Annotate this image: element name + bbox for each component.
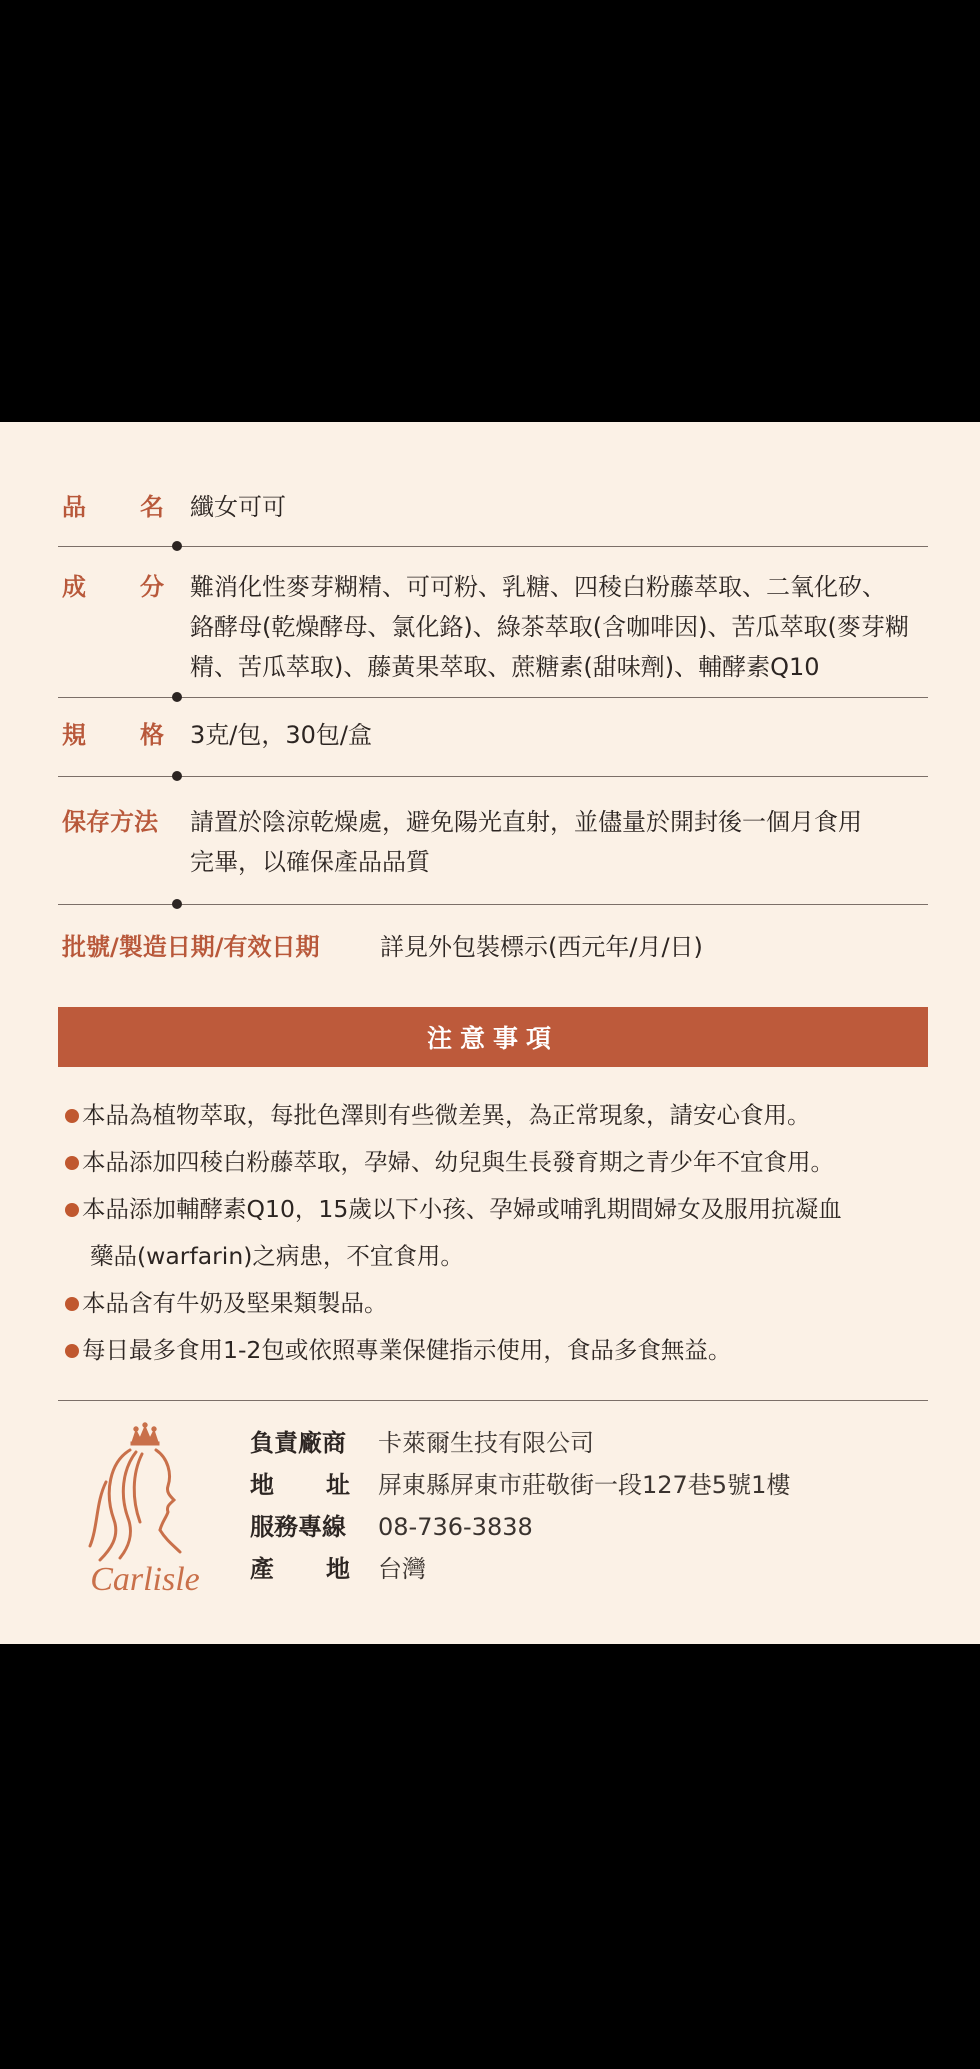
product-name-row — [62, 487, 928, 527]
ingredients-label: 成 分 — [62, 573, 164, 601]
origin-row — [250, 1548, 790, 1590]
ingredients-value: 難消化性麥芽糊精、可可粉、乳糖、四稜白粉藤萃取、二氧化矽、 鉻酵母(乾燥酵母、氯化鉻)、綠茶萃取(含咖啡因)、苦瓜萃取(麥芽糊 精、苦瓜萃取)、藤黃果萃取、蔗糖素(甜味劑)、輔酵素Q10 — [190, 573, 909, 681]
origin-label: 產 地 — [250, 1555, 350, 1583]
spec-value: 3克/包，30包/盒 — [190, 721, 372, 749]
bullet-dot-icon — [62, 1139, 82, 1186]
notice-item-continuation: 藥品(warfarin)之病患，不宜食用。 — [90, 1242, 464, 1270]
product-name-value: 纖女可可 — [190, 493, 286, 521]
divider — [58, 904, 928, 905]
divider-dot — [172, 541, 182, 551]
footer-divider — [58, 1400, 928, 1401]
storage-value: 請置於陰涼乾燥處，避免陽光直射，並儘量於開封後一個月食用 完畢，以確保產品品質 — [190, 808, 862, 876]
notice-item: 本品添加輔酵素Q10，15歲以下小孩、孕婦或哺乳期間婦女及服用抗凝血 — [62, 1186, 928, 1233]
address-row — [250, 1464, 790, 1506]
notice-item: 本品添加四稜白粉藤萃取，孕婦、幼兒與生長發育期之青少年不宜食用。 — [62, 1139, 928, 1186]
spec-row — [62, 715, 928, 755]
ingredients-row — [62, 567, 928, 687]
product-name-label: 品 名 — [62, 493, 164, 521]
storage-label: 保存方法 — [62, 808, 158, 836]
divider-dot — [172, 692, 182, 702]
batch-value: 詳見外包裝標示(西元年/月/日) — [380, 933, 703, 961]
crown-icon — [131, 1423, 159, 1445]
divider-dot — [172, 771, 182, 781]
svg-text:Carlisle: Carlisle — [90, 1561, 200, 1597]
address-label: 地 址 — [250, 1471, 350, 1499]
bullet-dot-icon — [62, 1092, 82, 1139]
product-label-card — [0, 422, 980, 1644]
origin-value: 台灣 — [378, 1555, 426, 1583]
notice-list — [62, 1092, 928, 1374]
notice-item: 本品含有牛奶及堅果類製品。 — [62, 1280, 928, 1327]
maker-info — [250, 1422, 790, 1590]
notice-title-banner: 注意事項 — [58, 1007, 928, 1067]
carlisle-logo — [70, 1422, 220, 1597]
responsible-value: 卡萊爾生技有限公司 — [378, 1429, 594, 1457]
address-value: 屏東縣屏東市莊敬街一段127巷5號1樓 — [378, 1471, 791, 1499]
batch-label: 批號/製造日期/有效日期 — [62, 933, 320, 961]
bullet-dot-icon — [62, 1280, 82, 1327]
notice-item: 每日最多食用1-2包或依照專業保健指示使用，食品多食無益。 — [62, 1327, 928, 1374]
divider — [58, 546, 928, 547]
divider — [58, 776, 928, 777]
hotline-row — [250, 1506, 790, 1548]
divider-dot — [172, 899, 182, 909]
storage-row — [62, 802, 928, 882]
notice-item: 本品為植物萃取，每批色澤則有些微差異，為正常現象，請安心食用。 — [62, 1092, 928, 1139]
responsible-label: 負責廠商 — [250, 1429, 346, 1457]
spec-label: 規 格 — [62, 721, 164, 749]
batch-row — [62, 927, 928, 967]
hotline-value[interactable]: 08-736-3838 — [378, 1513, 533, 1541]
lady-silhouette-icon — [90, 1450, 180, 1560]
hotline-label: 服務專線 — [250, 1513, 346, 1541]
bullet-dot-icon — [62, 1186, 82, 1233]
responsible-row — [250, 1422, 790, 1464]
bullet-dot-icon — [62, 1327, 82, 1374]
divider — [58, 697, 928, 698]
